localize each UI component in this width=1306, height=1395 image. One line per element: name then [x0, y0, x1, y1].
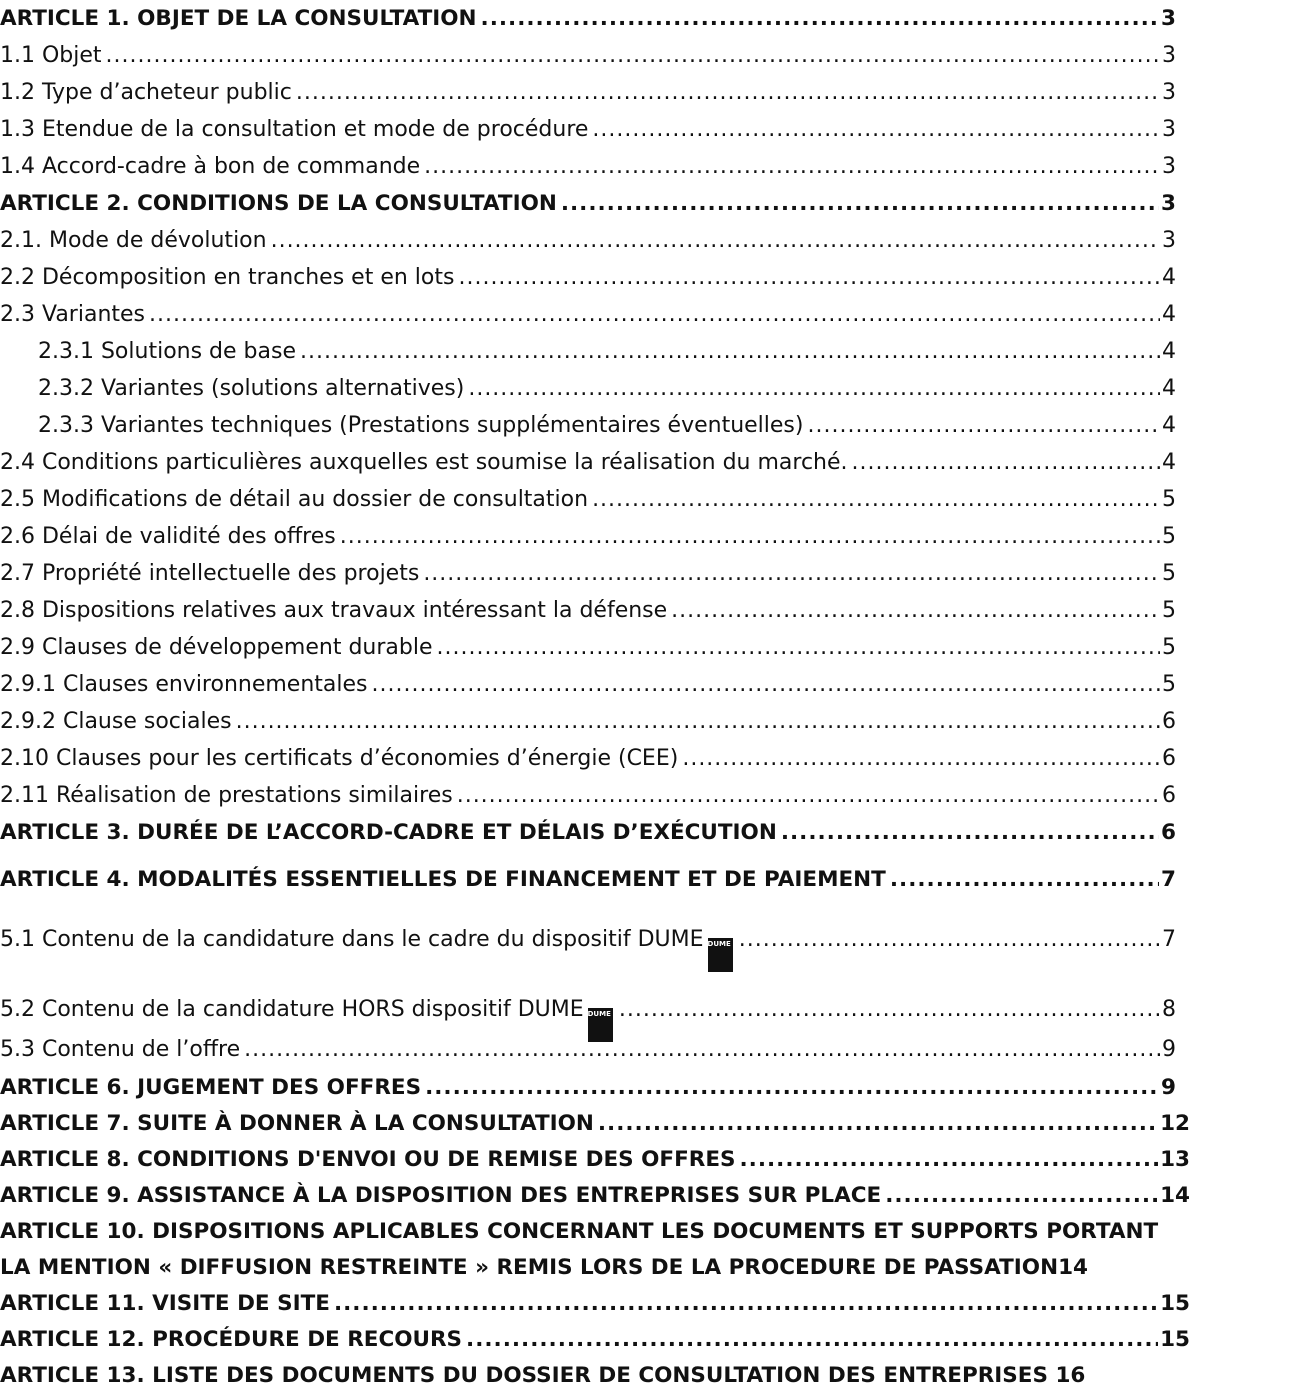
toc-entry-title: 2.7 Propriété intellectuelle des projets	[0, 561, 420, 586]
toc-entry-title: 2.3 Variantes	[0, 302, 146, 327]
toc-page-number: 5	[1162, 598, 1176, 623]
toc-entry[interactable]	[0, 815, 1176, 851]
toc-entry[interactable]	[0, 38, 1176, 74]
toc-leader-dots	[739, 922, 1160, 958]
toc-leader-dots	[424, 149, 1160, 185]
toc-leader-dots	[296, 75, 1160, 111]
toc-leader-dots	[561, 186, 1159, 222]
toc-page-number: 13	[1160, 1147, 1190, 1172]
toc-entry-title: ARTICLE 12. PROCÉDURE DE RECOURS	[0, 1327, 463, 1352]
toc-page-number: 5	[1162, 487, 1176, 512]
toc-leader-dots	[457, 778, 1160, 814]
toc-leader-dots	[592, 112, 1160, 148]
toc-entry-title: ARTICLE 3. DURÉE DE L’ACCORD-CADRE ET DÉLAIS D’EXÉCUTION	[0, 820, 777, 845]
toc-page-number: 3	[1162, 117, 1176, 142]
toc-page-number: 5	[1162, 561, 1176, 586]
toc-page-number: 15	[1160, 1327, 1190, 1352]
toc-entry[interactable]	[0, 922, 1176, 958]
toc-leader-dots	[619, 992, 1160, 1028]
toc-leader-dots	[807, 408, 1160, 444]
toc-entry[interactable]	[0, 741, 1176, 777]
toc-entry-title: 2.5 Modifications de détail au dossier de consultation	[0, 487, 589, 512]
toc-page-number: 3	[1162, 43, 1176, 68]
toc-entry-title: 2.9.2 Clause sociales	[0, 709, 232, 734]
toc-entry-title: 2.9.1 Clauses environnementales	[0, 672, 368, 697]
toc-page-number: 4	[1162, 265, 1176, 290]
toc-page-number: 4	[1162, 450, 1176, 475]
toc-entry-title: 2.3.1 Solutions de base	[38, 339, 296, 364]
toc-entry[interactable]	[0, 704, 1176, 740]
toc-page-number: 3	[1161, 6, 1176, 31]
toc-entry-title: 2.10 Clauses pour les certificats d’économies d’énergie (CEE)	[0, 746, 679, 771]
toc-entry-title: 2.3.3 Variantes techniques (Prestations supplémentaires éventuelles)	[38, 413, 804, 438]
toc-entry[interactable]	[0, 112, 1176, 148]
toc-leader-dots	[106, 38, 1160, 74]
toc-entry[interactable]	[0, 334, 1176, 370]
toc-leader-dots	[271, 223, 1160, 259]
toc-page-number: 15	[1160, 1291, 1190, 1316]
toc-entry[interactable]	[0, 408, 1176, 444]
toc-entry-title: ARTICLE 7. SUITE À DONNER À LA CONSULTATION	[0, 1111, 594, 1136]
toc-entry[interactable]	[0, 556, 1176, 592]
toc-leader-dots	[885, 1178, 1158, 1214]
toc-page-number: 3	[1162, 80, 1176, 105]
toc-leader-dots	[340, 519, 1160, 555]
toc-leader-dots	[300, 334, 1160, 370]
toc-page-number: 3	[1162, 228, 1176, 253]
toc-entry[interactable]	[0, 149, 1176, 185]
toc-page-number: 4	[1162, 339, 1176, 364]
toc-leader-dots	[598, 1106, 1158, 1142]
toc-leader-dots	[244, 1032, 1160, 1068]
toc-entry[interactable]	[0, 1032, 1176, 1068]
toc-page-number: 4	[1162, 376, 1176, 401]
toc-entry-title: 2.1. Mode de dévolution	[0, 228, 267, 253]
toc-leader-dots	[437, 630, 1161, 666]
toc-entry[interactable]	[0, 992, 1176, 1028]
toc-entry[interactable]	[0, 1142, 1190, 1178]
toc-entry-title: 2.11 Réalisation de prestations similaires	[0, 783, 453, 808]
toc-entry-title: 5.2 Contenu de la candidature HORS dispositif DUME	[0, 997, 584, 1022]
toc-entry-title: ARTICLE 8. CONDITIONS D'ENVOI OU DE REMISE DES OFFRES	[0, 1147, 736, 1172]
toc-entry[interactable]	[0, 445, 1176, 481]
toc-entry[interactable]	[0, 260, 1176, 296]
toc-leader-dots	[592, 482, 1160, 518]
toc-entry-title: 1.3 Etendue de la consultation et mode de procédure	[0, 117, 589, 142]
toc-leader-dots	[458, 260, 1160, 296]
toc-page-number: 9	[1161, 1075, 1176, 1100]
toc-entry-title: ARTICLE 6. JUGEMENT DES OFFRES	[0, 1075, 422, 1100]
toc-leader-dots	[466, 1322, 1158, 1358]
toc-entry-title: 2.8 Dispositions relatives aux travaux intéressant la défense	[0, 598, 668, 623]
toc-entry[interactable]	[0, 519, 1176, 555]
toc-page-number: 4	[1162, 302, 1176, 327]
toc-entry-article-10-line-1[interactable]: ARTICLE 10. DISPOSITIONS APLICABLES CONCERNANT LES DOCUMENTS ET SUPPORTS PORTANT	[0, 1219, 1159, 1244]
toc-entry-title: 5.1 Contenu de la candidature dans le cadre du dispositif DUME	[0, 927, 704, 952]
toc-leader-dots	[852, 445, 1160, 481]
toc-leader-dots	[372, 667, 1160, 703]
toc-page-number: 6	[1162, 746, 1176, 771]
toc-page-number: 9	[1162, 1037, 1176, 1062]
toc-entry-title: ARTICLE 2. CONDITIONS DE LA CONSULTATION	[0, 191, 557, 216]
toc-entry-title: ARTICLE 1. OBJET DE LA CONSULTATION	[0, 6, 477, 31]
toc-entry-title: 2.4 Conditions particulières auxquelles est soumise la réalisation du marché.	[0, 450, 848, 475]
toc-leader-dots	[481, 1, 1159, 37]
toc-leader-dots	[682, 741, 1160, 777]
toc-page-number: 6	[1161, 820, 1176, 845]
toc-page-number: 5	[1162, 524, 1176, 549]
toc-entry-title: 2.2 Décomposition en tranches et en lots	[0, 265, 455, 290]
toc-entry[interactable]	[0, 1178, 1190, 1214]
toc-entry-title: 1.2 Type d’acheteur public	[0, 80, 292, 105]
toc-entry-title: 2.3.2 Variantes (solutions alternatives)	[38, 376, 465, 401]
toc-entry[interactable]	[0, 1286, 1190, 1322]
toc-entry[interactable]	[0, 778, 1176, 814]
toc-page-number: 5	[1162, 635, 1176, 660]
toc-page-number: 4	[1162, 413, 1176, 438]
toc-leader-dots	[781, 815, 1159, 851]
toc-leader-dots	[671, 593, 1160, 629]
dume-logo-icon: DUME	[588, 1008, 613, 1042]
toc-entry-article-10-line-2[interactable]: LA MENTION « DIFFUSION RESTREINTE » REMIS LORS DE LA PROCEDURE DE PASSATION14	[0, 1255, 1088, 1280]
toc-page-number: 3	[1162, 154, 1176, 179]
toc-page-number: 14	[1160, 1183, 1190, 1208]
toc-entry[interactable]	[0, 593, 1176, 629]
toc-entry[interactable]	[0, 862, 1176, 898]
toc-entry-title: ARTICLE 11. VISITE DE SITE	[0, 1291, 330, 1316]
toc-entry[interactable]	[0, 1070, 1176, 1106]
toc-page-number: 12	[1160, 1111, 1190, 1136]
toc-leader-dots	[425, 1070, 1159, 1106]
toc-entry-title: ARTICLE 9. ASSISTANCE À LA DISPOSITION DES ENTREPRISES SUR PLACE	[0, 1183, 882, 1208]
toc-entry-title: 5.3 Contenu de l’offre	[0, 1037, 241, 1062]
toc-page-number: 6	[1162, 783, 1176, 808]
toc-entry[interactable]	[0, 482, 1176, 518]
toc-leader-dots	[334, 1286, 1158, 1322]
toc-leader-dots	[149, 297, 1160, 333]
toc-entry[interactable]	[0, 371, 1176, 407]
toc-entry[interactable]	[0, 223, 1176, 259]
toc-page-number: 5	[1162, 672, 1176, 697]
toc-entry[interactable]	[0, 667, 1176, 703]
toc-entry[interactable]	[0, 630, 1176, 666]
toc-leader-dots	[236, 704, 1160, 740]
toc-page-number: 7	[1161, 867, 1176, 892]
toc-leader-dots	[740, 1142, 1159, 1178]
toc-leader-dots	[890, 862, 1159, 898]
toc-entry[interactable]	[0, 1, 1176, 37]
toc-page-number: 6	[1162, 709, 1176, 734]
toc-page-number: 7	[1162, 927, 1176, 952]
toc-entry[interactable]	[0, 75, 1176, 111]
toc-entry[interactable]	[0, 1106, 1190, 1142]
toc-entry[interactable]	[0, 1322, 1190, 1358]
toc-entry-title: ARTICLE 4. MODALITÉS ESSENTIELLES DE FINANCEMENT ET DE PAIEMENT	[0, 867, 886, 892]
toc-entry-title: 2.9 Clauses de développement durable	[0, 635, 433, 660]
toc-entry-title: 2.6 Délai de validité des offres	[0, 524, 336, 549]
toc-entry[interactable]	[0, 297, 1176, 333]
dume-logo-icon: DUME	[708, 938, 733, 972]
toc-leader-dots	[468, 371, 1160, 407]
toc-entry[interactable]	[0, 186, 1176, 222]
toc-entry-title: 1.4 Accord-cadre à bon de commande	[0, 154, 421, 179]
toc-page-number: 3	[1161, 191, 1176, 216]
toc-entry-title: 1.1 Objet	[0, 43, 102, 68]
toc-page-number: 8	[1162, 997, 1176, 1022]
toc-entry-article-13[interactable]: ARTICLE 13. LISTE DES DOCUMENTS DU DOSSIER DE CONSULTATION DES ENTREPRISES 16	[0, 1363, 1086, 1388]
toc-leader-dots	[423, 556, 1160, 592]
